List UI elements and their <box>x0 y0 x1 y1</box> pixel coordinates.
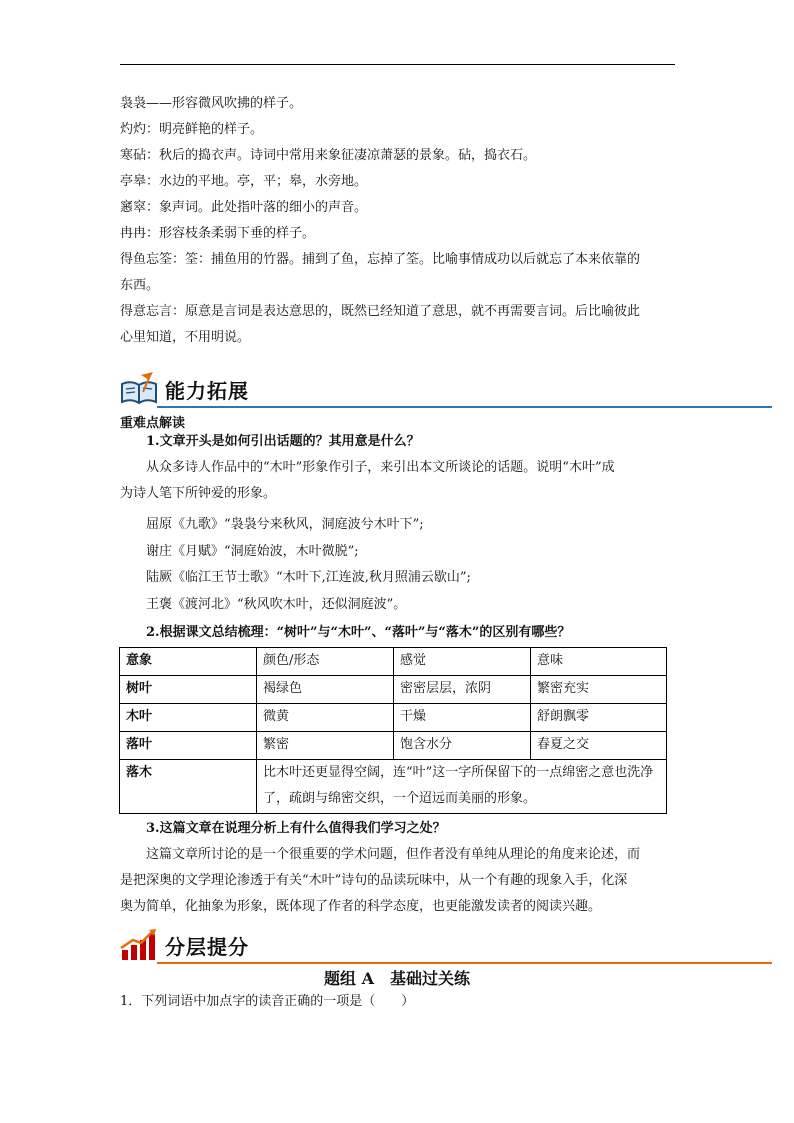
glossary-line: 袅袅——形容微风吹拂的样子。 <box>120 96 303 111</box>
table-cell: 微黄 <box>257 704 394 732</box>
table-cell: 落叶 <box>120 732 257 760</box>
table-cell: 褐绿色 <box>257 676 394 704</box>
section-underline <box>157 962 772 964</box>
group-a-heading: 题组 A 基础过关练 <box>324 969 470 988</box>
question-1: 1.文章开头是如何引出话题的？其用意是什么？ <box>146 434 420 449</box>
section-title: 能力拓展 <box>165 379 249 403</box>
table-cell: 干燥 <box>394 704 531 732</box>
table-header-row <box>120 648 667 676</box>
table-row <box>120 732 667 760</box>
section-banner-tiered <box>117 928 772 964</box>
table-cell: 落木 <box>120 760 257 814</box>
table-cell: 饱含水分 <box>394 732 531 760</box>
glossary-line: 寒砧：秋后的捣衣声。诗词中常用来象征凄凉萧瑟的景象。砧，捣衣石。 <box>120 148 537 163</box>
section-underline <box>157 406 772 408</box>
poem-quote: 陆厥《临江王节士歌》“木叶下,江连波,秋月照浦云歇山”; <box>146 570 471 585</box>
table-cell: 繁密充实 <box>531 676 667 704</box>
glossary-line: 心里知道，不用明说。 <box>120 330 251 345</box>
glossary-line: 得意忘言：原意是言词是表达意思的，既然已经知道了意思，就不再需要言词。后比喻彼此 <box>120 304 641 319</box>
question-3: 3.这篇文章在说理分析上有什么值得我们学习之处？ <box>146 821 446 836</box>
poem-quote: 屈原《九歌》“袅袅兮来秋风，洞庭波兮木叶下”; <box>146 517 424 532</box>
section-title: 分层提分 <box>165 935 249 959</box>
table-cell: 繁密 <box>257 732 394 760</box>
answer-line: 从众多诗人作品中的“木叶”形象作引子，来引出本文所谈论的话题。说明“木叶”成 <box>146 460 615 475</box>
glossary-line: 灼灼：明亮鲜艳的样子。 <box>120 122 264 137</box>
header-rule <box>120 64 675 65</box>
table-row <box>120 676 667 704</box>
table-cell: 舒朗飘零 <box>531 704 667 732</box>
table-header-cell: 感觉 <box>394 648 531 676</box>
answer-line: 奥为简单，化抽象为形象，既体现了作者的科学态度，也更能激发读者的阅读兴趣。 <box>120 899 602 914</box>
glossary-line: 得鱼忘筌：筌：捕鱼用的竹器。捕到了鱼，忘掉了筌。比喻事情成功以后就忘了本来依靠的 <box>120 252 641 267</box>
poem-quote: 谢庄《月赋》“洞庭始波，木叶微脱”; <box>146 544 359 559</box>
table-cell: 木叶 <box>120 704 257 732</box>
glossary-line: 亭皋：水边的平地。亭，平；皋，水旁地。 <box>120 174 368 189</box>
glossary <box>120 91 680 351</box>
table-cell-merged: 比木叶还更显得空阔，连“叶”这一字所保留下的一点绵密之意也洗净了，疏朗与绵密交织，一个迢远而美丽的形象。 <box>257 760 667 814</box>
comparison-table <box>119 647 667 814</box>
table-header-cell: 意象 <box>120 648 257 676</box>
table-cell: 密密层层，浓阴 <box>394 676 531 704</box>
table-row <box>120 760 667 814</box>
rising-chart-icon <box>119 928 159 962</box>
book-pen-icon <box>119 372 159 406</box>
subhead: 重难点解读 <box>120 416 186 431</box>
answer-line: 为诗人笔下所钟爱的形象。 <box>120 486 277 501</box>
question-2: 2.根据课文总结梳理：“树叶”与“木叶”、“落叶”与“落木”的区别有哪些？ <box>146 625 571 640</box>
table-cell: 春夏之交 <box>531 732 667 760</box>
table-header-cell: 颜色/形态 <box>257 648 394 676</box>
glossary-line: 冉冉：形容枝条柔弱下垂的样子。 <box>120 226 316 241</box>
answer-line: 是把深奥的文学理论渗透于有关“木叶”诗句的品读玩味中，从一个有趣的现象入手，化深 <box>120 873 628 888</box>
glossary-line: 窸窣：象声词。此处指叶落的细小的声音。 <box>120 200 368 215</box>
glossary-line: 东西。 <box>120 278 160 293</box>
table-header-cell: 意味 <box>531 648 667 676</box>
table-cell: 树叶 <box>120 676 257 704</box>
poem-quote: 王褒《渡河北》“秋风吹木叶，还似洞庭波”。 <box>146 597 407 612</box>
exercise-1: 1．下列词语中加点字的读音正确的一项是（ ） <box>120 994 415 1009</box>
table-row <box>120 704 667 732</box>
section-banner-ability <box>117 372 772 408</box>
answer-line: 这篇文章所讨论的是一个很重要的学术问题，但作者没有单纯从理论的角度来论述，而 <box>146 847 641 862</box>
